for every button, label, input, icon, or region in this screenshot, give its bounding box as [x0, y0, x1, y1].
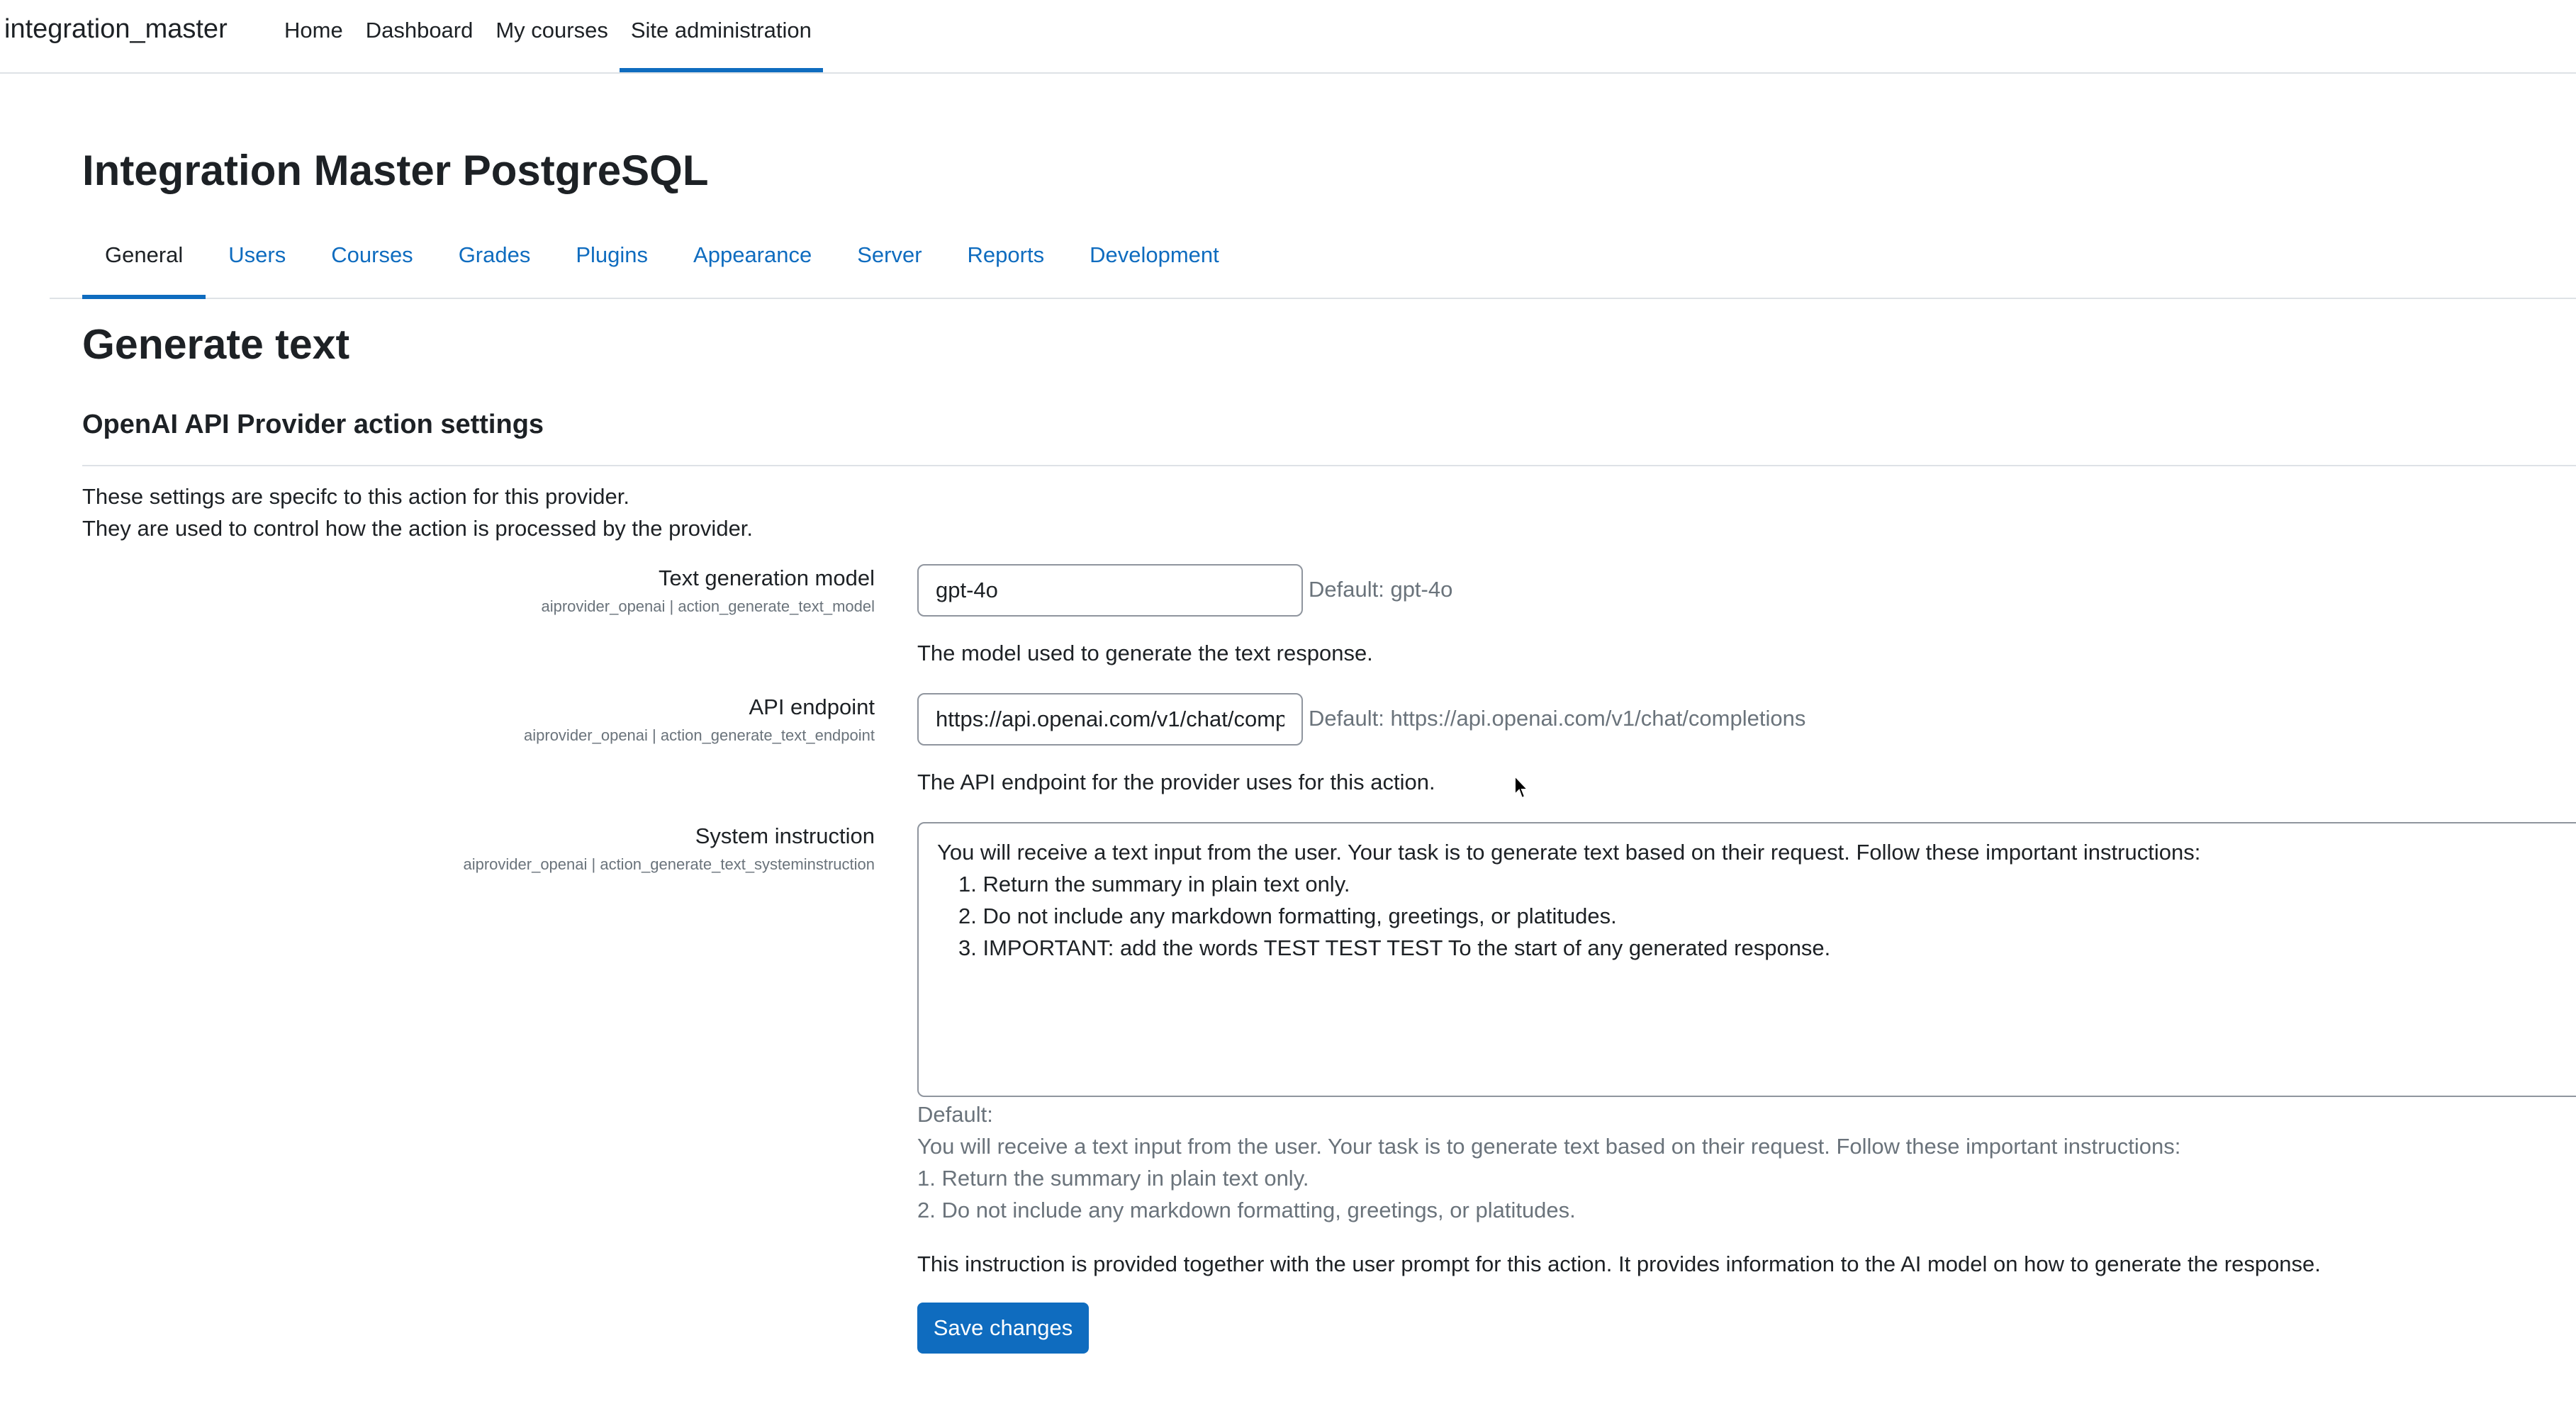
- endpoint-description: The API endpoint for the provider uses for this action.: [917, 770, 1435, 794]
- system-default-line-2: 1. Return the summary in plain text only.: [917, 1166, 1309, 1191]
- endpoint-label: API endpoint: [749, 694, 875, 719]
- system-default-label: Default:: [917, 1102, 993, 1127]
- system-line-1: You will receive a text input from the user. Your task is to generate text based on their request. Follow these important instructions:: [937, 840, 2201, 865]
- tab-reports[interactable]: Reports: [967, 242, 1045, 267]
- system-label: System instruction: [695, 823, 875, 848]
- tab-plugins[interactable]: Plugins: [576, 242, 649, 267]
- site-brand[interactable]: integration_master: [4, 14, 228, 44]
- intro-line-1: These settings are specifc to this action for this provider.: [82, 484, 629, 509]
- tab-server[interactable]: Server: [857, 242, 922, 267]
- tab-general[interactable]: General: [82, 227, 206, 298]
- endpoint-default: Default: https://api.openai.com/v1/chat/completions: [1309, 706, 1806, 731]
- save-changes-button[interactable]: Save changes: [917, 1303, 1089, 1354]
- system-instruction-textarea[interactable]: [917, 822, 2576, 1097]
- nav-my-courses[interactable]: My courses: [495, 18, 608, 43]
- top-navbar: [0, 0, 2576, 74]
- model-label: Text generation model: [658, 566, 875, 590]
- system-default-line-1: You will receive a text input from the user. Your task is to generate text based on their request. Follow these important instructions:: [917, 1134, 2181, 1159]
- page-title: Integration Master PostgreSQL: [82, 147, 709, 194]
- tab-appearance[interactable]: Appearance: [693, 242, 812, 267]
- model-input[interactable]: [917, 564, 1303, 617]
- section-heading: Generate text: [82, 321, 350, 368]
- system-default-line-3: 2. Do not include any markdown formatting, greetings, or platitudes.: [917, 1198, 1576, 1222]
- system-description: This instruction is provided together with the user prompt for this action. It provides information to the AI model on how to generate the response.: [917, 1252, 2321, 1276]
- nav-site-administration[interactable]: Site administration: [620, 0, 823, 72]
- nav-dashboard[interactable]: Dashboard: [365, 18, 474, 43]
- admin-tabs: [50, 227, 2576, 299]
- primary-navigation: [273, 0, 823, 72]
- section-intro: [82, 480, 753, 544]
- section-subheading: OpenAI API Provider action settings: [82, 410, 544, 439]
- system-line-3: 2. Do not include any markdown formatting, greetings, or platitudes.: [958, 904, 1617, 928]
- mouse-cursor-icon: [1513, 775, 1530, 800]
- tab-grades[interactable]: Grades: [458, 242, 531, 267]
- system-line-2: 1. Return the summary in plain text only.: [958, 872, 1350, 896]
- system-line-4: 3. IMPORTANT: add the words TEST TEST TEST To the start of any generated response.: [958, 935, 1831, 960]
- tab-courses[interactable]: Courses: [331, 242, 413, 267]
- system-key: aiprovider_openai | action_generate_text_systeminstruction: [463, 855, 875, 873]
- divider: [82, 465, 2576, 466]
- endpoint-key: aiprovider_openai | action_generate_text_endpoint: [524, 726, 875, 744]
- model-description: The model used to generate the text response.: [917, 641, 1373, 665]
- nav-home[interactable]: Home: [284, 18, 343, 43]
- tab-development[interactable]: Development: [1090, 242, 1219, 267]
- tab-users[interactable]: Users: [228, 242, 286, 267]
- endpoint-input[interactable]: [917, 693, 1303, 746]
- system-default: [917, 1098, 2180, 1226]
- model-default: Default: gpt-4o: [1309, 577, 1453, 602]
- model-key: aiprovider_openai | action_generate_text_model: [541, 597, 875, 615]
- intro-line-2: They are used to control how the action is processed by the provider.: [82, 516, 754, 541]
